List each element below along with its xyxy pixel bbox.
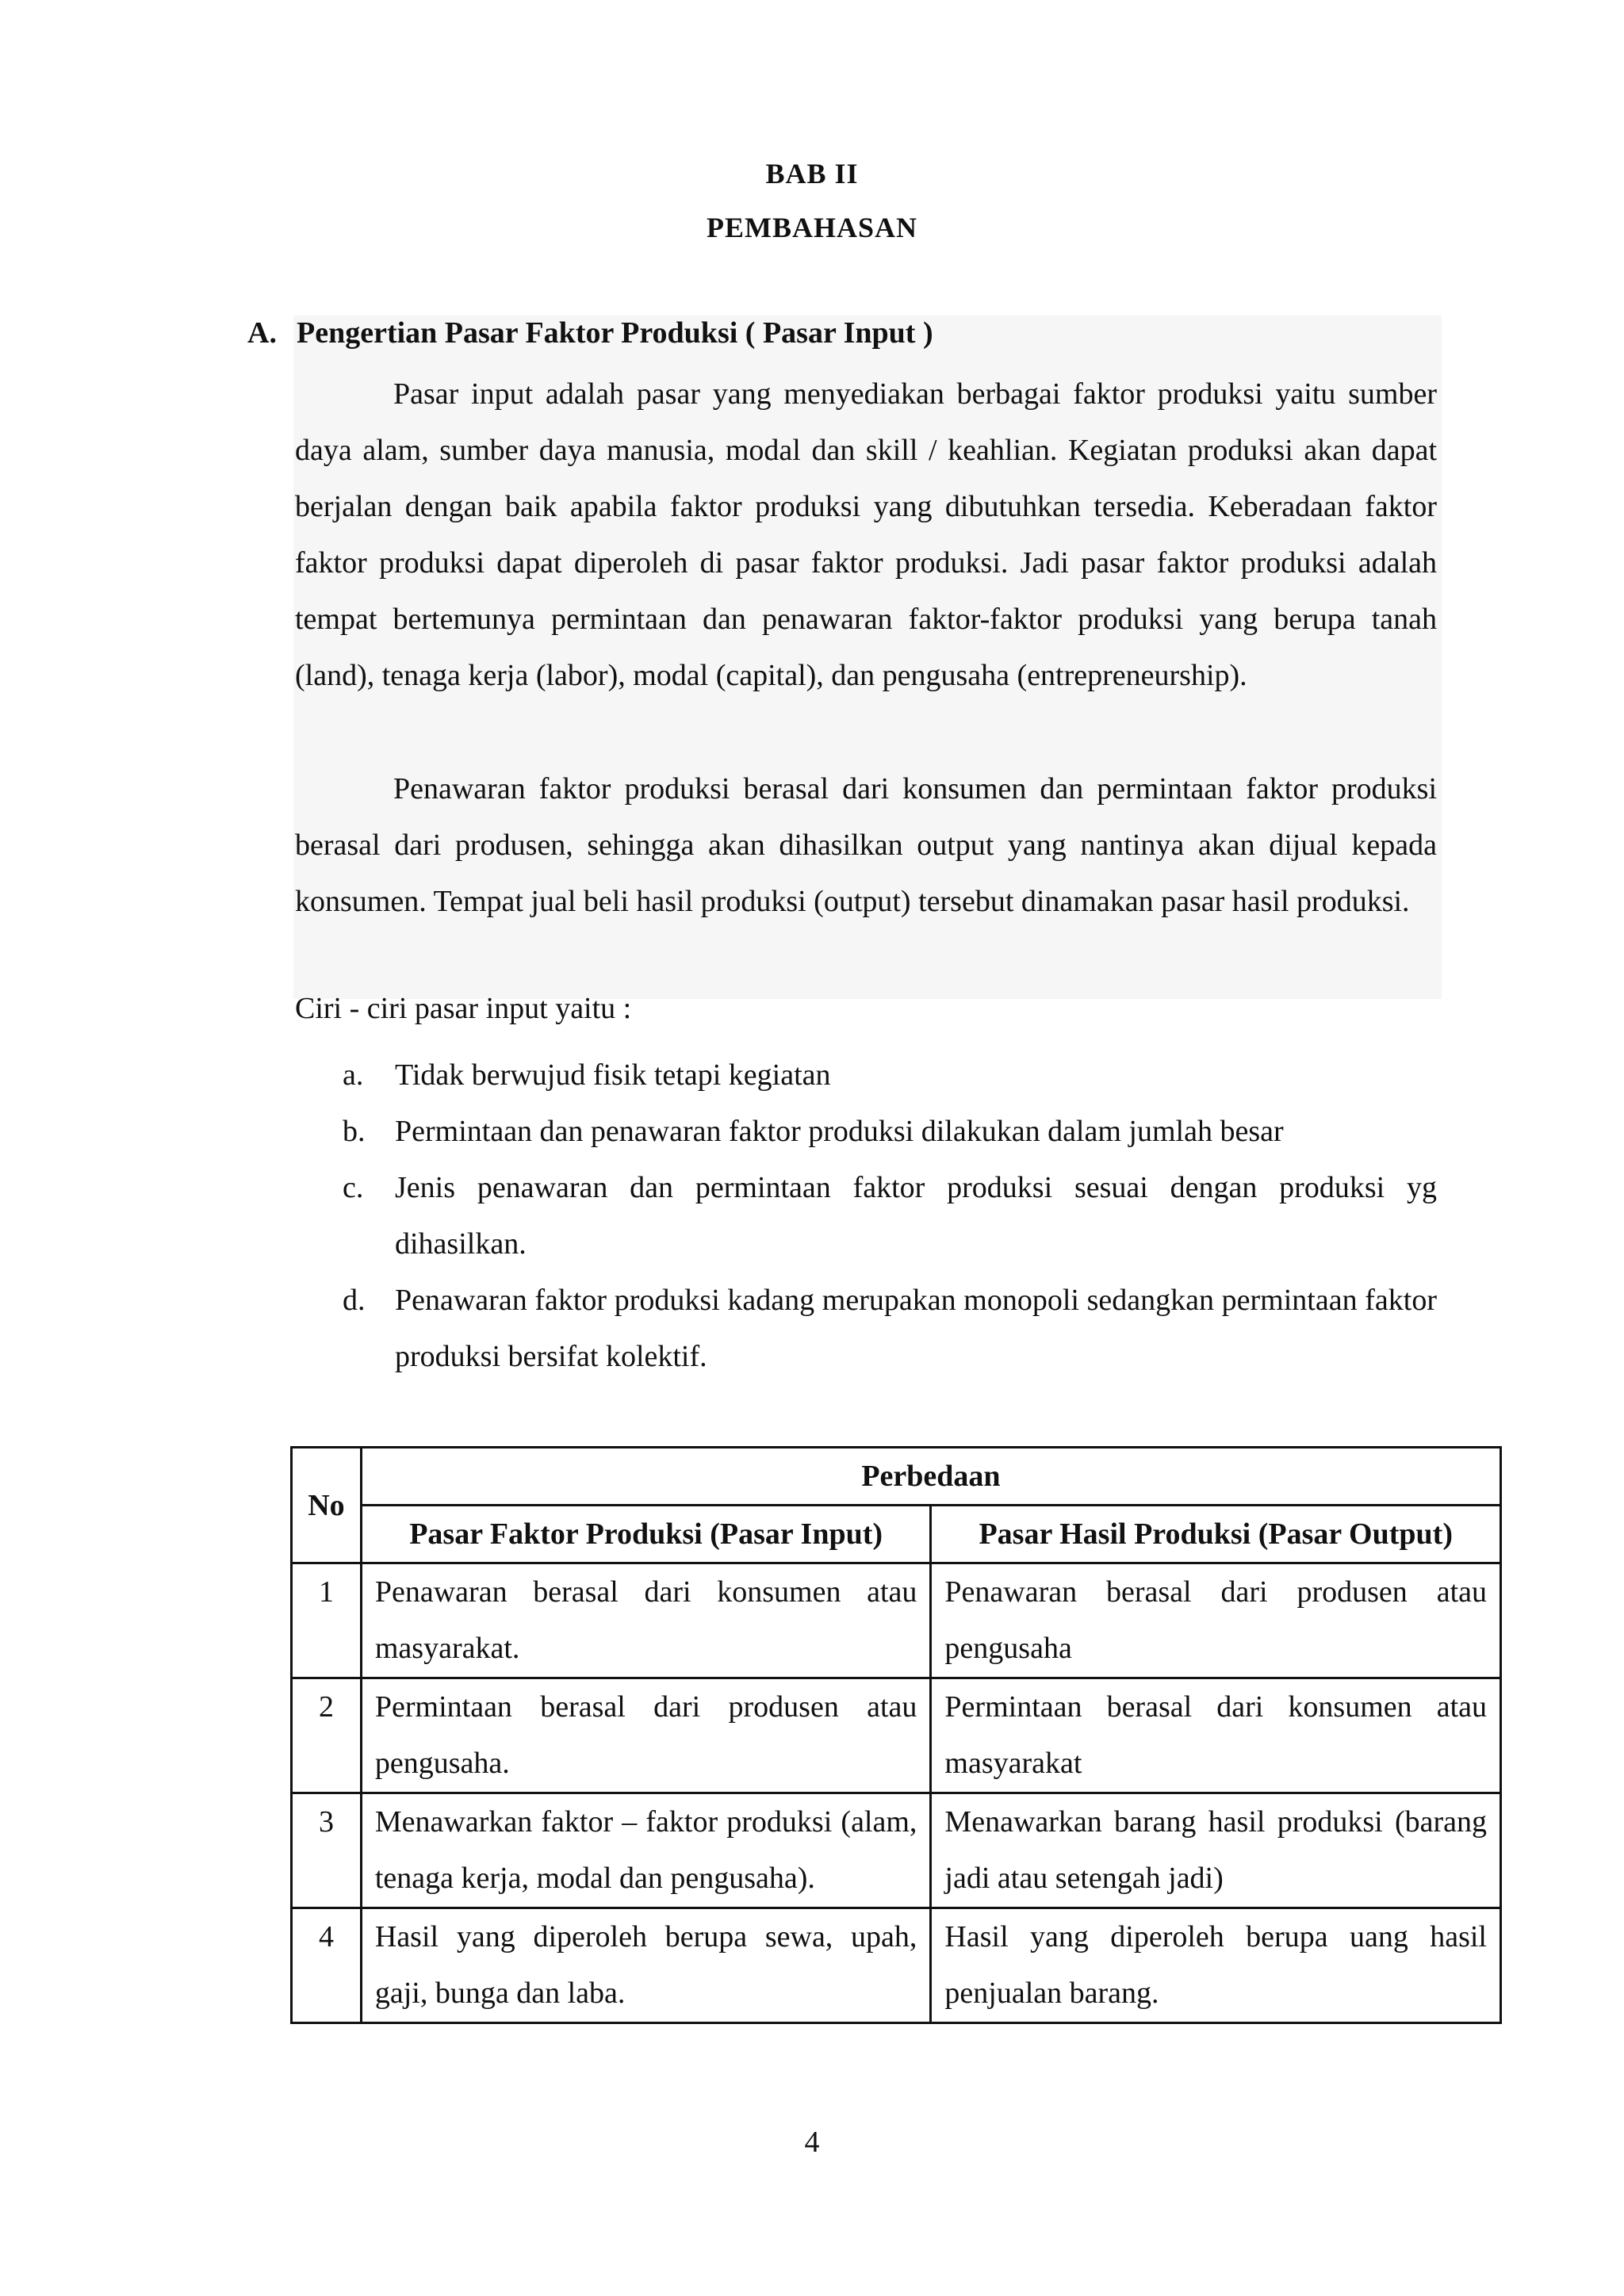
row-number: 1 — [292, 1563, 362, 1678]
list-item-text: Permintaan dan penawaran faktor produksi dilakukan dalam jumlah besar — [395, 1115, 1284, 1148]
table-row — [292, 1563, 1501, 1678]
row-number: 3 — [292, 1793, 362, 1908]
chapter-title: PEMBAHASAN — [706, 212, 917, 243]
table-row — [292, 1793, 1501, 1908]
input-column-header: Pasar Faktor Produksi (Pasar Input) — [361, 1506, 931, 1563]
comparison-table — [290, 1446, 1502, 2024]
input-cell: Permintaan berasal dari produsen atau pengusaha. — [361, 1678, 931, 1793]
table-header-row — [292, 1448, 1501, 1506]
group-header: Perbedaan — [361, 1448, 1500, 1506]
section-letter: A. — [247, 316, 277, 350]
chapter-number: BAB II — [765, 158, 859, 189]
list-item-label: a. — [343, 1058, 364, 1092]
ciri-list — [343, 1047, 1437, 1385]
section-heading — [247, 316, 933, 350]
list-item-text: Jenis penawaran dan permintaan faktor produksi sesuai dengan produksi yg dihasilkan. — [395, 1171, 1437, 1261]
list-item — [343, 1047, 1437, 1104]
output-cell: Hasil yang diperoleh berupa uang hasil penjualan barang. — [931, 1908, 1501, 2023]
list-item — [343, 1104, 1437, 1160]
table-row — [292, 1908, 1501, 2023]
list-item-text: Tidak berwujud fisik tetapi kegiatan — [395, 1058, 831, 1092]
row-number: 2 — [292, 1678, 362, 1793]
input-cell: Penawaran berasal dari konsumen atau masyarakat. — [361, 1563, 931, 1678]
list-item-label: c. — [343, 1171, 364, 1204]
table-subheader-row — [292, 1506, 1501, 1563]
list-item-text: Penawaran faktor produksi kadang merupakan monopoli sedangkan permintaan faktor produksi bersifat kolektif. — [395, 1284, 1437, 1373]
section-title-text: Pengertian Pasar Faktor Produksi ( Pasar Input ) — [297, 316, 933, 350]
output-cell: Permintaan berasal dari konsumen atau masyarakat — [931, 1678, 1501, 1793]
ciri-intro: Ciri - ciri pasar input yaitu : — [295, 992, 632, 1025]
table-row — [292, 1678, 1501, 1793]
paragraph-1: Pasar input adalah pasar yang menyediakan berbagai faktor produksi yaitu sumber daya alam, sumber daya manusia, modal dan skill / keahlian. Kegiatan produksi akan dapat berjalan dengan baik apabila faktor produksi yang dibutuhkan tersedia. Keberadaan faktor faktor produksi dapat diperoleh di pasar faktor produksi. Jadi pasar faktor produksi adalah tempat bertemunya permintaan dan penawaran faktor-faktor produksi yang berupa tanah (land), tenaga kerja (labor), modal (capital), dan pengusaha (entrepreneurship). — [295, 377, 1437, 692]
row-number: 4 — [292, 1908, 362, 2023]
output-column-header: Pasar Hasil Produksi (Pasar Output) — [931, 1506, 1501, 1563]
output-cell: Penawaran berasal dari produsen atau pengusaha — [931, 1563, 1501, 1678]
list-item — [343, 1160, 1437, 1272]
no-column-header: No — [292, 1448, 362, 1563]
output-cell: Menawarkan barang hasil produksi (barang jadi atau setengah jadi) — [931, 1793, 1501, 1908]
list-item — [343, 1272, 1437, 1385]
input-cell: Menawarkan faktor – faktor produksi (alam, tenaga kerja, modal dan pengusaha). — [361, 1793, 931, 1908]
paragraph-2: Penawaran faktor produksi berasal dari konsumen dan permintaan faktor produksi berasal dari produsen, sehingga akan dihasilkan output yang nantinya akan dijual kepada konsumen. Tempat jual beli hasil produksi (output) tersebut dinamakan pasar hasil produksi. — [295, 772, 1437, 918]
list-item-label: b. — [343, 1115, 366, 1148]
list-item-label: d. — [343, 1284, 366, 1317]
page-number: 4 — [804, 2126, 820, 2159]
input-cell: Hasil yang diperoleh berupa sewa, upah, gaji, bunga dan laba. — [361, 1908, 931, 2023]
